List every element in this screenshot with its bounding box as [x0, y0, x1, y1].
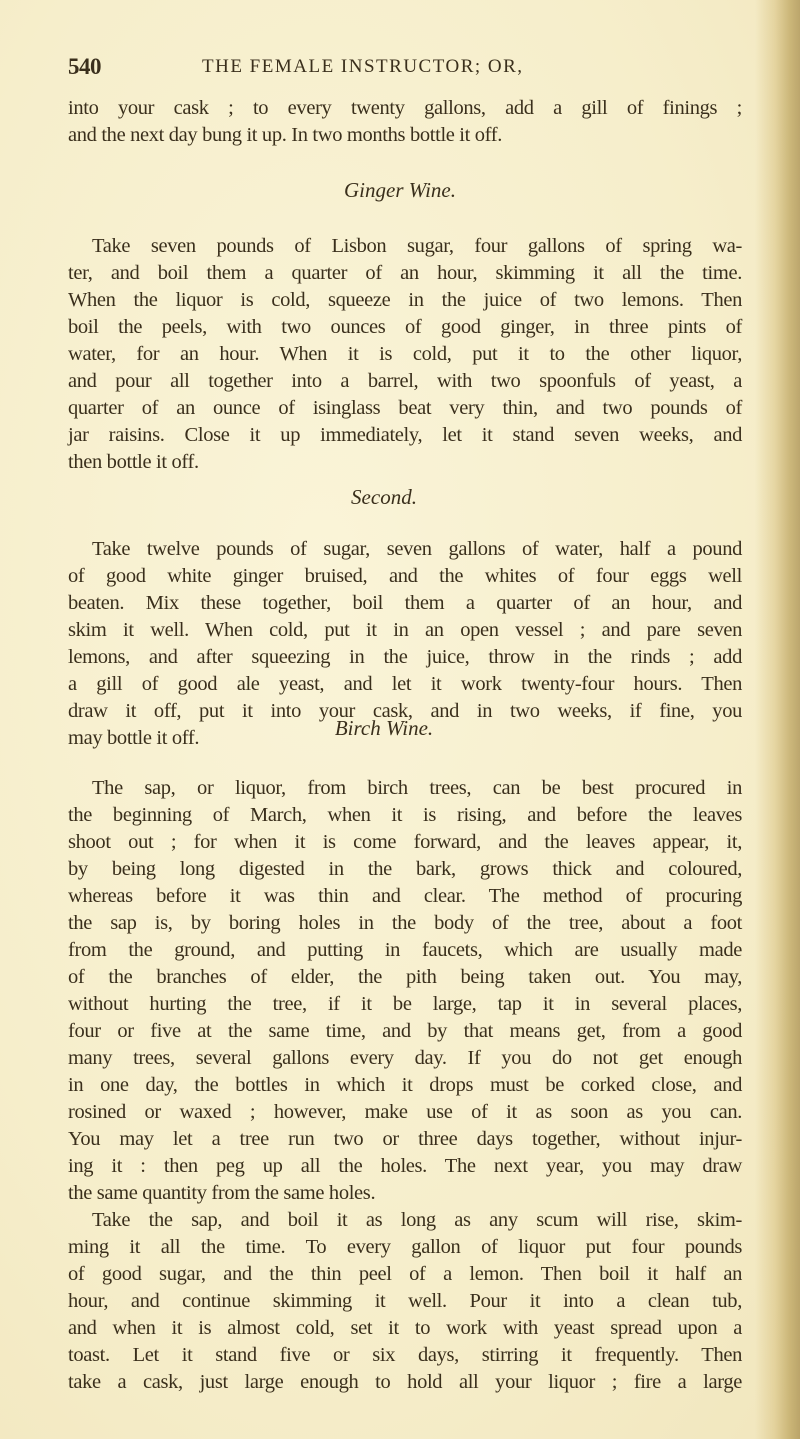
text-line: four or five at the same time, and by that means get, from a good	[68, 1020, 742, 1042]
text-line: skim it well. When cold, put it in an open vessel ; and pare seven	[68, 619, 742, 641]
page-number: 540	[68, 54, 101, 79]
text-line: The sap, or liquor, from birch trees, can be best procured in	[92, 777, 742, 799]
text-line: take a cask, just large enough to hold all your liquor ; fire a large	[68, 1371, 742, 1393]
text-line: and pour all together into a barrel, with two spoonfuls of yeast, a	[68, 370, 742, 392]
text-line: of good sugar, and the thin peel of a lemon. Then boil it half an	[68, 1263, 742, 1285]
text-line: from the ground, and putting in faucets, which are usually made	[68, 939, 742, 961]
text-line: draw it off, put it into your cask, and in two weeks, if fine, you	[68, 700, 742, 722]
text-line: without hurting the tree, if it be large, tap it in several places,	[68, 993, 742, 1015]
section-heading-birch-wine: Birch Wine.	[334, 716, 434, 740]
text-line: lemons, and after squeezing in the juice, throw in the rinds ; add	[68, 646, 742, 668]
text-line: Take twelve pounds of sugar, seven gallons of water, half a pound	[92, 538, 742, 560]
text-line: ing it : then peg up all the holes. The next year, you may draw	[68, 1155, 742, 1177]
text-line: Take seven pounds of Lisbon sugar, four gallons of spring wa-	[92, 235, 742, 257]
section-heading-second: Second.	[351, 485, 417, 509]
text-line: ming it all the time. To every gallon of liquor put four pounds	[68, 1236, 742, 1258]
text-line: hour, and continue skimming it well. Pour it into a clean tub,	[68, 1290, 742, 1312]
text-line: a gill of good ale yeast, and let it work twenty-four hours. Then	[68, 673, 742, 695]
text-line: may bottle it off.	[68, 727, 200, 749]
text-line: the sap is, by boring holes in the body of the tree, about a foot	[68, 912, 742, 934]
section-heading-ginger-wine: Ginger Wine.	[344, 178, 456, 202]
text-line: and the next day bung it up. In two months bottle it off.	[68, 124, 503, 146]
text-line: of good white ginger bruised, and the whites of four eggs well	[68, 565, 742, 587]
text-line: many trees, several gallons every day. If you do not get enough	[68, 1047, 742, 1069]
text-line: beaten. Mix these together, boil them a quarter of an hour, and	[68, 592, 742, 614]
running-head: THE FEMALE INSTRUCTOR; OR,	[202, 56, 524, 77]
page-header	[68, 54, 748, 84]
text-line: the same quantity from the same holes.	[68, 1182, 376, 1204]
text-line: of the branches of elder, the pith being taken out. You may,	[68, 966, 742, 988]
text-line: shoot out ; for when it is come forward, and the leaves appear, it,	[68, 831, 742, 853]
text-line: into your cask ; to every twenty gallons, add a gill of finings ;	[68, 97, 742, 119]
text-line: boil the peels, with two ounces of good ginger, in three pints of	[68, 316, 742, 338]
text-line: Take the sap, and boil it as long as any scum will rise, skim-	[92, 1209, 742, 1231]
text-line: water, for an hour. When it is cold, put it to the other liquor,	[68, 343, 742, 365]
text-line: by being long digested in the bark, grows thick and coloured,	[68, 858, 742, 880]
text-line: toast. Let it stand five or six days, stirring it frequently. Then	[68, 1344, 742, 1366]
text-line: jar raisins. Close it up immediately, let it stand seven weeks, and	[68, 424, 742, 446]
text-line: You may let a tree run two or three days together, without injur-	[68, 1128, 742, 1150]
text-line: and when it is almost cold, set it to work with yeast spread upon a	[68, 1317, 742, 1339]
text-line: then bottle it off.	[68, 451, 199, 473]
text-line: When the liquor is cold, squeeze in the juice of two lemons. Then	[68, 289, 742, 311]
text-line: rosined or waxed ; however, make use of it as soon as you can.	[68, 1101, 742, 1123]
text-line: the beginning of March, when it is rising, and before the leaves	[68, 804, 742, 826]
text-line: whereas before it was thin and clear. The method of procuring	[68, 885, 742, 907]
text-line: quarter of an ounce of isinglass beat very thin, and two pounds of	[68, 397, 742, 419]
text-line: in one day, the bottles in which it drops must be corked close, and	[68, 1074, 742, 1096]
text-line: ter, and boil them a quarter of an hour, skimming it all the time.	[68, 262, 742, 284]
